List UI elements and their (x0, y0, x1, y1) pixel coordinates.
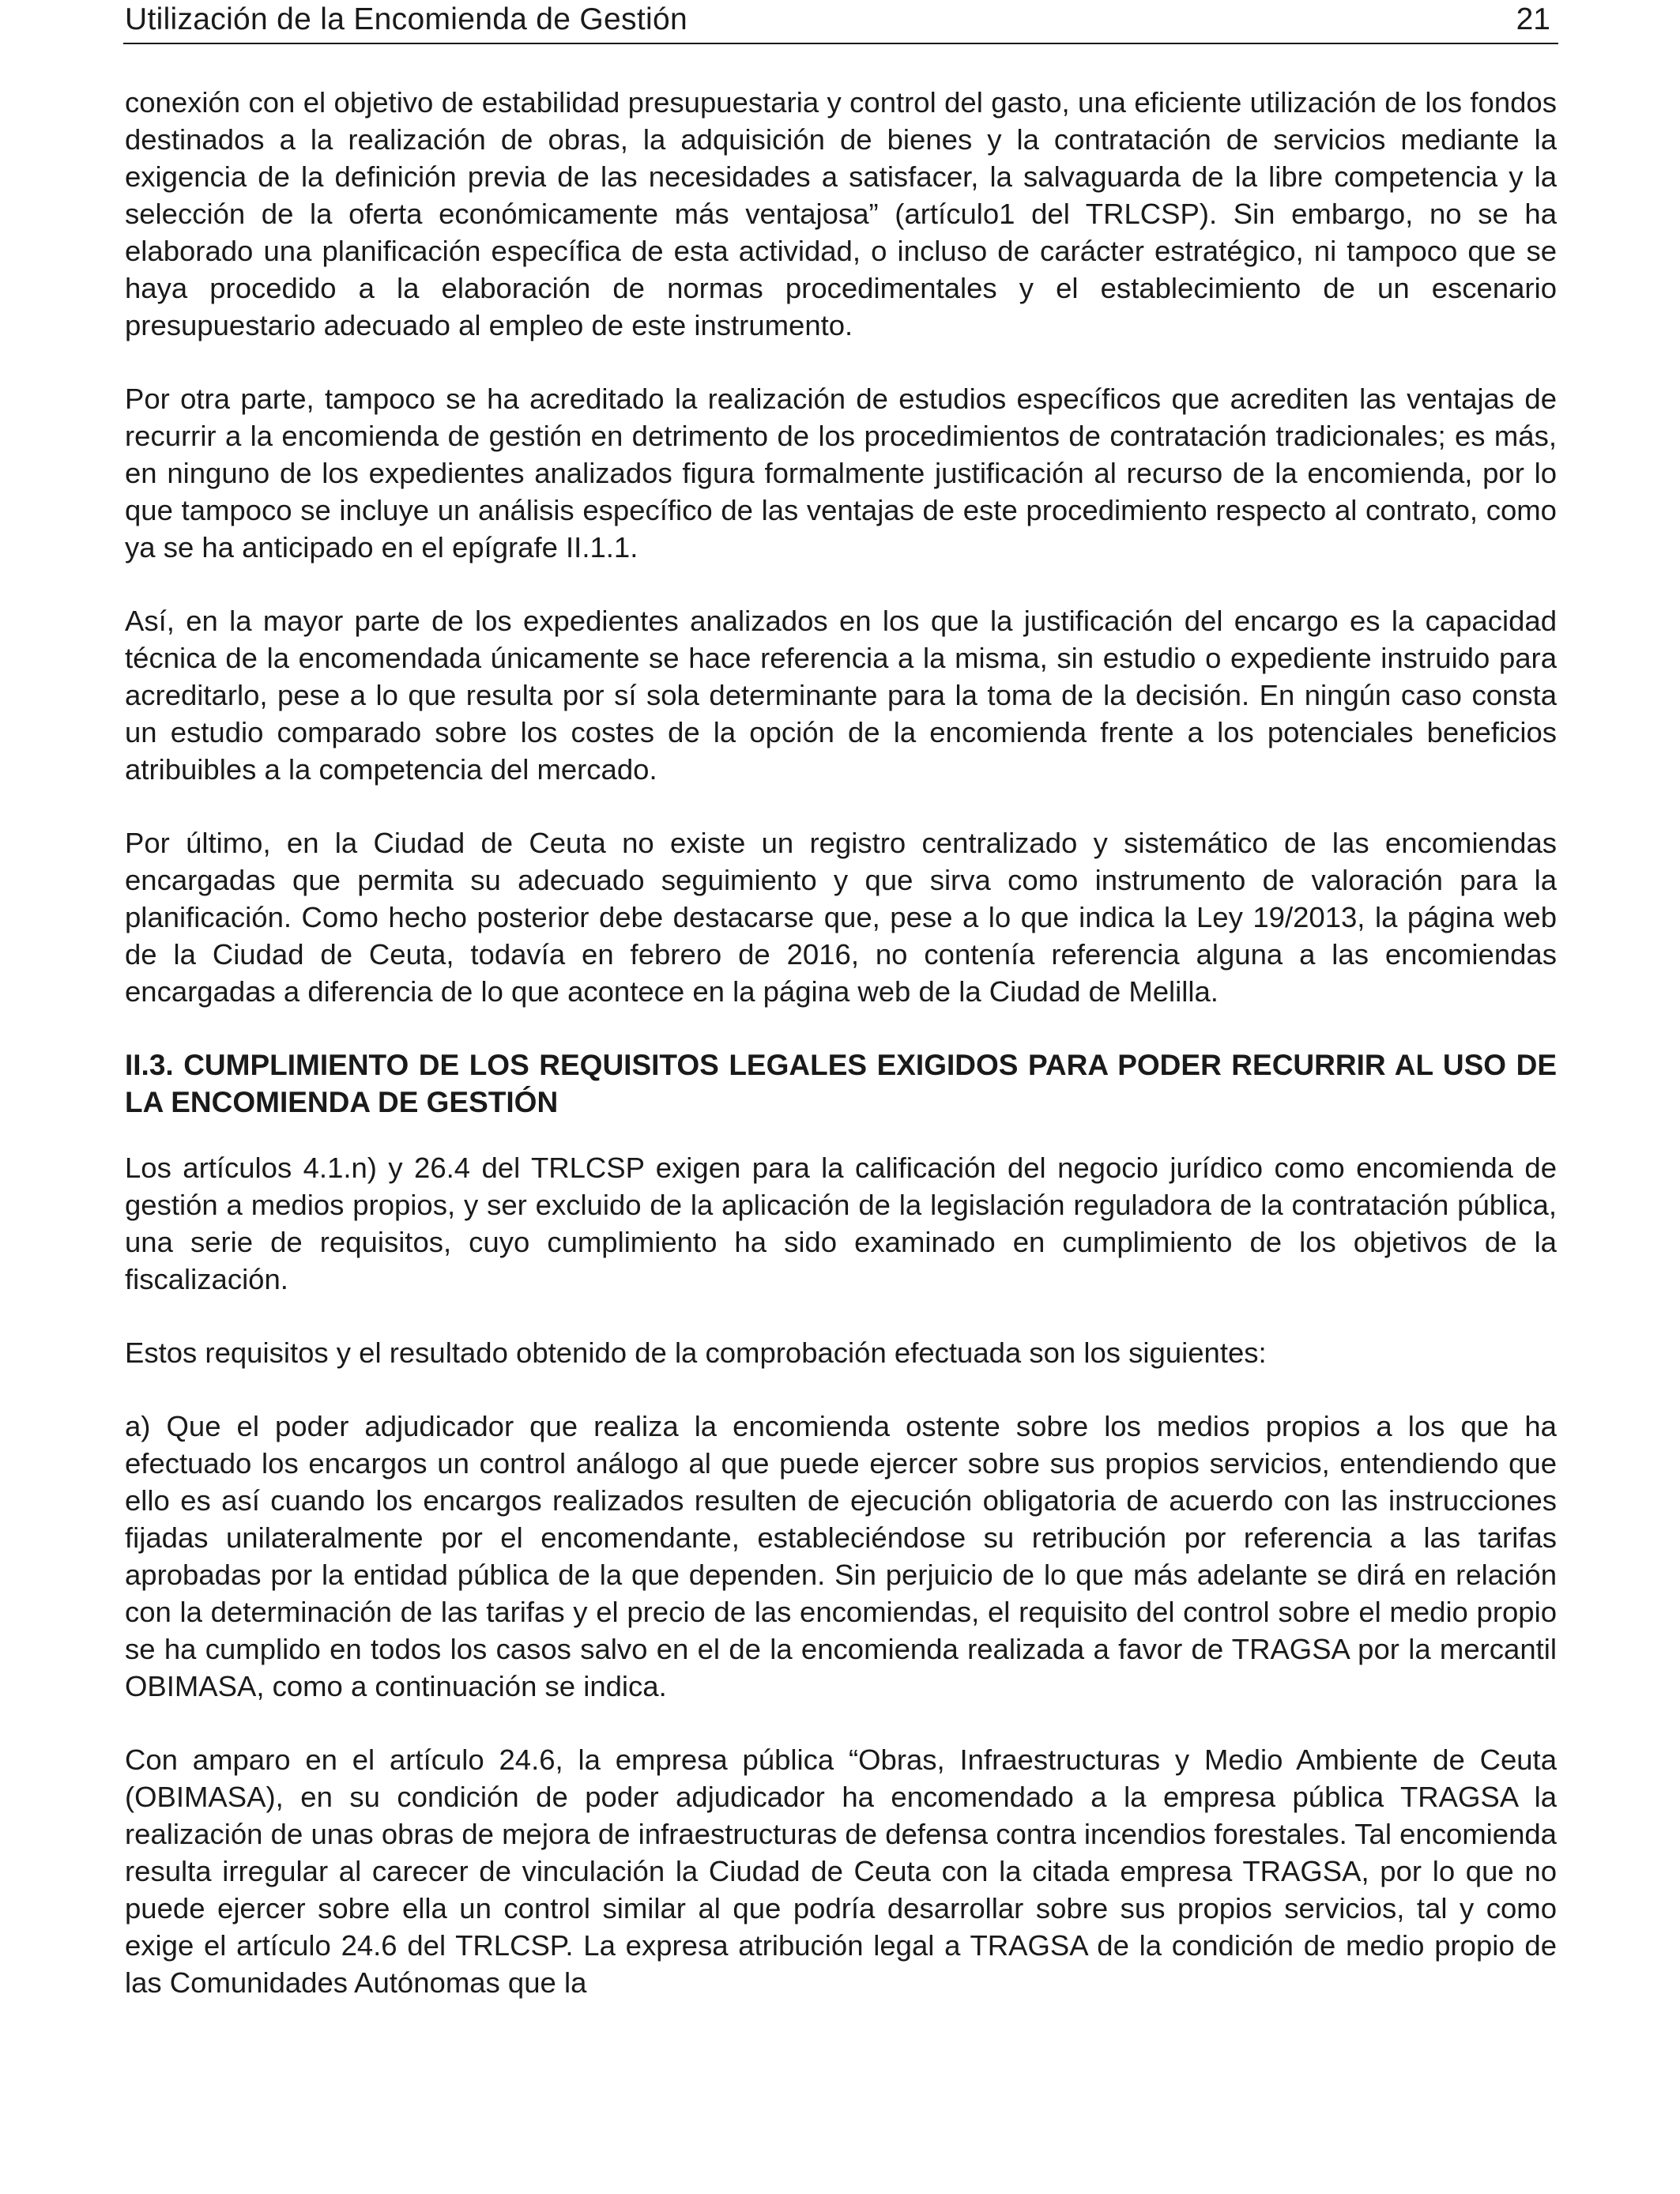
paragraph: conexión con el objetivo de estabilidad presupuestaria y control del gasto, una eficiente utilización de los fondos destinados a la realización de obras, la adquisición de bienes y la contratación de servicios mediante la exigencia de la definición previa de las necesidades a satisfacer, la salvaguarda de la libre competencia y la selección de la oferta económicamente más ventajosa” (artículo1 del TRLCSP). Sin embargo, no se ha elaborado una planificación específica de esta actividad, o incluso de carácter estratégico, ni tampoco que se haya procedido a la elaboración de normas procedimentales y el establecimiento de un escenario presupuestario adecuado al empleo de este instrumento. (125, 86, 1557, 341)
section-paragraph: a) Que el poder adjudicador que realiza la encomienda ostente sobre los medios propios a los que ha efectuado los encargos un control análogo al que puede ejercer sobre sus propios servicios, entendiendo que ello es así cuando los encargos realizados resulten de ejecución obligatoria de acuerdo con las instrucciones fijadas unilateralmente por el encomendante, estableciéndose su retribución por referencia a las tarifas aprobadas por la entidad pública de la que dependen. Sin perjuicio de lo que más adelante se dirá en relación con la determinación de las tarifas y el precio de las encomiendas, el requisito del control sobre el medio propio se ha cumplido en todos los casos salvo en el de la encomienda realizada a favor de TRAGSA por la mercantil OBIMASA, como a continuación se indica. (125, 1410, 1557, 1702)
section-paragraph: Estos requisitos y el resultado obtenido de la comprobación efectuada son los siguientes: (125, 1336, 1267, 1369)
running-header (123, 0, 1558, 44)
header-title: Utilización de la Encomienda de Gestión (125, 2, 687, 36)
body-text (125, 84, 1557, 2001)
section-paragraph: Los artículos 4.1.n) y 26.4 del TRLCSP exigen para la calificación del negocio jurídico como encomienda de gestión a medios propios, y ser excluido de la aplicación de la legislación reguladora de la contratación pública, una serie de requisitos, cuyo cumplimiento ha sido examinado en cumplimiento de los objetivos de la fiscalización. (125, 1152, 1557, 1295)
paragraph: Por otra parte, tampoco se ha acreditado la realización de estudios específicos que acrediten las ventajas de recurrir a la encomienda de gestión en detrimento de los procedimientos de contratación tradicionales; es más, en ninguno de los expedientes analizados figura formalmente justificación al recurso de la encomienda, por lo que tampoco se incluye un análisis específico de las ventajas de este procedimiento respecto al contrato, como ya se ha anticipado en el epígrafe II.1.1. (125, 383, 1557, 564)
page-number: 21 (1516, 2, 1550, 36)
paragraph: Por último, en la Ciudad de Ceuta no existe un registro centralizado y sistemático de las encomiendas encargadas que permita su adecuado seguimiento y que sirva como instrumento de valoración para la planificación. Como hecho posterior debe destacarse que, pese a lo que indica la Ley 19/2013, la página web de la Ciudad de Ceuta, todavía en febrero de 2016, no contenía referencia alguna a las encomiendas encargadas a diferencia de lo que acontece en la página web de la Ciudad de Melilla. (125, 827, 1557, 1008)
paragraph: Así, en la mayor parte de los expedientes analizados en los que la justificación del encargo es la capacidad técnica de la encomendada únicamente se hace referencia a la misma, sin estudio o expediente instruido para acreditarlo, pese a lo que resulta por sí sola determinante para la toma de la decisión. En ningún caso consta un estudio comparado sobre los costes de la opción de la encomienda frente a los potenciales beneficios atribuibles a la competencia del mercado. (125, 605, 1557, 786)
section-heading: II.3. CUMPLIMIENTO DE LOS REQUISITOS LEGALES EXIGIDOS PARA PODER RECURRIR AL USO DE LA ENCOMIENDA DE GESTIÓN (125, 1049, 1557, 1118)
section-paragraph: Con amparo en el artículo 24.6, la empresa pública “Obras, Infraestructuras y Medio Ambiente de Ceuta (OBIMASA), en su condición de poder adjudicador ha encomendado a la empresa pública TRAGSA la realización de unas obras de mejora de infraestructuras de defensa contra incendios forestales. Tal encomienda resulta irregular al carecer de vinculación la Ciudad de Ceuta con la citada empresa TRAGSA, por lo que no puede ejercer sobre ella un control similar al que podría desarrollar sobre sus propios servicios, tal y como exige el artículo 24.6 del TRLCSP. La expresa atribución legal a TRAGSA de la condición de medio propio de las Comunidades Autónomas que la (125, 1744, 1557, 1999)
